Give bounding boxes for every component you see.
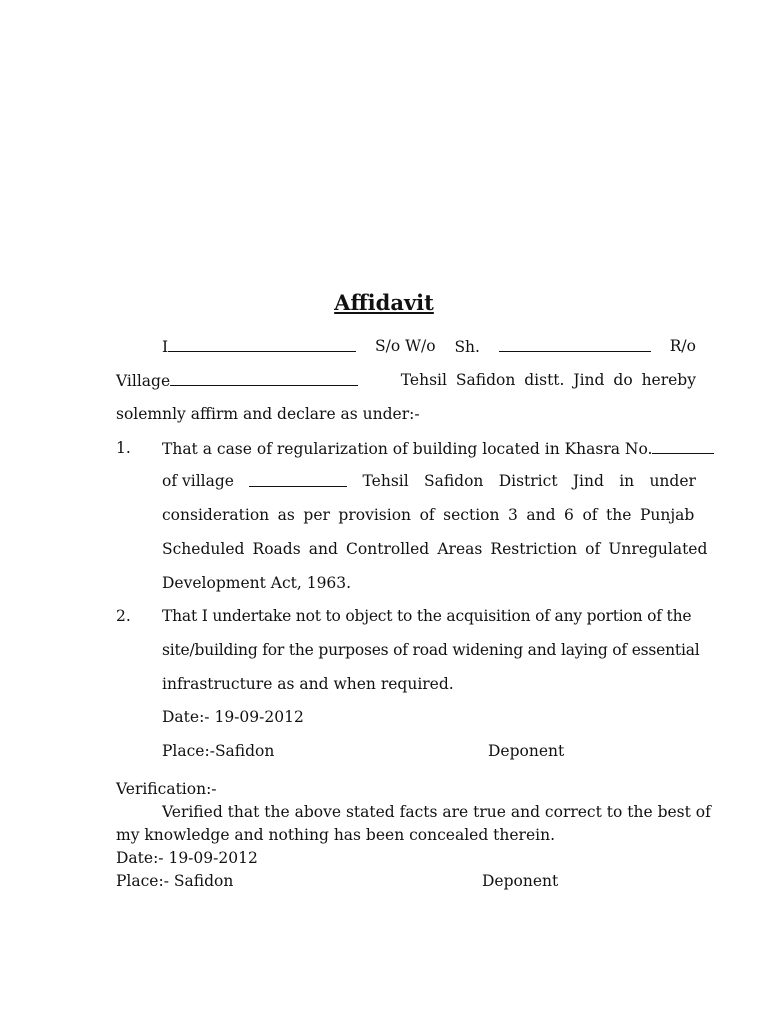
tehsil-text: Tehsil Safidon distt. Jind do hereby [400,371,696,389]
intro-line-2 [116,370,696,391]
verification-place: Place:- Safidon [116,872,234,890]
relation-label: S/o W/o [374,337,436,355]
item-1-line-5: Development Act, 1963. [162,574,352,592]
resident-label: R/o [669,337,696,355]
deponent-name-field: I [162,336,356,357]
item-1-line-2: of village Tehsil Safidon District Jind in under [162,472,696,490]
item-1-line-1: That a case of regularization of building located in Khasra No. [162,438,696,459]
khasra-number-field [652,438,714,454]
item-2-line-1: That I undertake not to object to the acquisition of any portion of the [162,607,692,625]
verification-text-line-1: Verified that the above stated facts are true and correct to the best of [162,803,711,821]
item-1-line-4: Scheduled Roads and Controlled Areas Restriction of Unregulated [162,540,708,558]
village-name-field [249,471,347,487]
father-name-field: Sh. [454,336,650,357]
document-title: Affidavit [334,290,434,315]
item-2-number: 2. [116,607,131,625]
affidavit-place: Place:-Safidon [162,742,275,760]
item-1-line-3: consideration as per provision of section 3 and 6 of the Punjab [162,506,695,524]
intro-line-1 [162,336,696,357]
verification-deponent: Deponent [482,872,559,890]
verification-heading: Verification:- [116,780,217,798]
item-1-number: 1. [116,439,131,457]
item-2-line-2: site/building for the purposes of road widening and laying of essential [162,641,700,659]
declare-text: solemnly affirm and declare as under:- [116,405,420,423]
verification-date: Date:- 19-09-2012 [116,849,258,867]
village-field: Village [116,370,358,391]
item-2-line-3: infrastructure as and when required. [162,675,454,693]
affidavit-date: Date:- 19-09-2012 [162,708,304,726]
affidavit-deponent: Deponent [488,742,565,760]
verification-text-line-2: my knowledge and nothing has been concealed therein. [116,826,556,844]
